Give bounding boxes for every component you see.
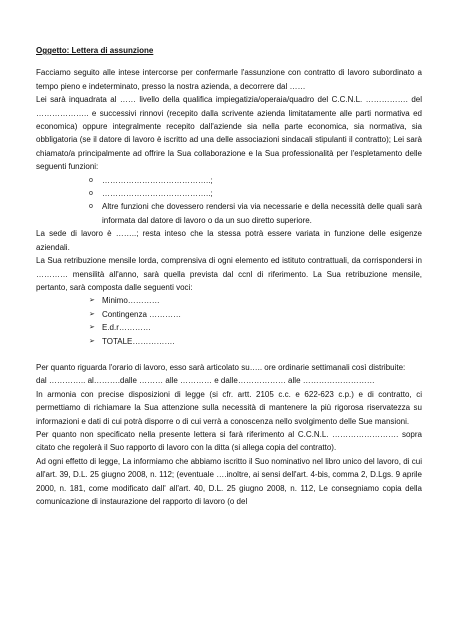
legal-registration-paragraph: Ad ogni effetto di legge, La informiamo che abbiamo iscritto il Suo nominativo nel libro unico del lavoro, di cui all'art. 39, D.L. 25 giugno 2008, n. 112; (eventuale ….inoltre, ai sensi dell'art. 4-bis, comma 2, D.Lgs. 9 aprile 2000, n. 181, come modificato dall' all'art. 40, D.L. 25 giugno 2008, n. 112, Le consegniamo copia della comunicazione di instaurazione del rapporto di lavoro (o del — [36, 456, 422, 506]
functions-list — [36, 174, 422, 228]
list-item — [89, 200, 422, 227]
pay-item-text: Contingenza ………… — [102, 309, 182, 319]
pay-item-text: Minimo………… — [102, 296, 160, 306]
ccnl-reference-paragraph: Per quanto non specificato nella presente lettera si farà riferimento al C.C.N.L. ……………………. sopra citato che regolerà il Suo rapporto di lavoro con la ditta (si allega copia del contratto). — [36, 429, 422, 453]
classification-paragraph: Lei sarà inquadrata al …… livello della qualifica impiegatizia/operaia/quadro del C.C.N.L. ……………. del ……………….. e successivi rinnovi (recepito dalla scrivente azienda limitatamente alle parti normativa ed economica) oppure integralmente recepito dall'aziende sia nella parte economica, sia normativa, sia obbligatoria (se il datore di lavoro è iscritto ad una delle associazioni sindacali stipulanti il contratto); Lei sarà chiamato/a principalmente ad offrire la Sua collaborazione e la Sua professionalità per l'espletamento delle seguenti funzioni: — [36, 95, 422, 172]
list-item — [89, 335, 422, 348]
function-text: …………………………………..; — [102, 175, 213, 185]
pay-item-text: E.d.r………… — [102, 323, 151, 333]
function-text: …………………………………..; — [102, 189, 213, 199]
working-schedule-line: dal ………….. al……….dalle ……… alle ………… e dalle……………… alle ……………………… — [36, 376, 375, 386]
salary-paragraph: La Sua retribuzione mensile lorda, comprensiva di ogni elemento ed istituto contrattuali, da corrispondersi in ………… mensilità all'anno, sarà quella prevista dal ccnl di riferimento. La Sua retribuzione mensile, pertanto, sarà composta dalle seguenti voci: — [36, 256, 422, 292]
function-text: Altre funzioni che dovessero rendersi via via necessarie e della necessità delle quali sarà informata dal datore di lavoro o da un suo diretto superiore. — [102, 202, 422, 225]
confidentiality-paragraph: In armonia con precise disposizioni di legge (si cfr. artt. 2105 c.c. e 622-623 c.p.) e di contratto, ci permettiamo di richiamare la Sua attenzione sulla necessità di mantenere la più rigorosa riservatezza su informazioni e dati di cui potrà disporre o di cui verrà a conoscenza nello svolgimento delle Sue mansioni. — [36, 389, 422, 426]
letter-subject: Oggetto: Lettera di assunzione — [36, 46, 154, 55]
working-hours-paragraph: Per quanto riguarda l'orario di lavoro, esso sarà articolato su….. ore ordinarie settimanali così distribuite: — [36, 362, 406, 372]
pay-item-text: TOTALE……………. — [102, 336, 175, 346]
list-item — [89, 187, 422, 200]
arrow-bullet-icon: ➢ — [89, 324, 95, 332]
list-item — [89, 294, 422, 307]
intro-paragraph: Facciamo seguito alle intese intercorse per confermarle l'assunzione con contratto di lavoro subordinato a tempo pieno e indeterminato, presso la nostra azienda, a decorrere dal …… — [36, 68, 422, 91]
pay-items-list — [36, 294, 422, 348]
circle-bullet-icon: o — [89, 176, 93, 184]
list-item — [89, 321, 422, 334]
arrow-bullet-icon: ➢ — [89, 310, 95, 318]
arrow-bullet-icon: ➢ — [89, 337, 95, 345]
circle-bullet-icon: o — [89, 190, 93, 198]
list-item — [89, 174, 422, 187]
paragraph-gap — [36, 348, 422, 361]
arrow-bullet-icon: ➢ — [89, 297, 95, 305]
circle-bullet-icon: o — [89, 203, 93, 211]
workplace-paragraph: La sede di lavoro è ……..; resta inteso che la stessa potrà essere variata in funzione delle esigenze aziendali. — [36, 229, 422, 252]
list-item — [89, 308, 422, 321]
